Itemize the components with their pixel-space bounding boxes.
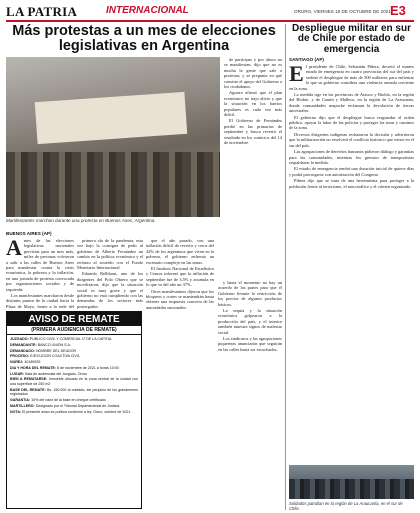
auction-notice-row [10, 398, 138, 403]
section-name: INTERNACIONAL [106, 5, 189, 16]
auction-notice-row-text: Bs. 150.000 al contado, sin perjuicio de los gravámenes registrados [10, 387, 138, 397]
auction-notice-row-text: Inmueble ubicado en la zona central de la ciudad con una superficie de 250 m2 [10, 377, 138, 387]
photo-banner [35, 92, 188, 144]
lead-dateline-kicker: BUENOS AIRES (AP) [6, 231, 52, 236]
auction-notice-row-label: DIA Y HORA DEL REMATE: [10, 365, 57, 370]
lead-col4-paragraph-1: de participar y por ahora no se manifiestan, dijo que no es mucha la gente que sale a protestar, y se pregunta en qué consiste el apoyo del Gobierno a los ciudadanos. [224, 57, 282, 90]
auction-notice-row-text: El presente aviso se publica conforme a ley. Oruro, octubre de 2021. [22, 409, 132, 414]
side-paragraph-6: El estado de emergencia tendrá una duración inicial de quince días y podrá prorrogarse con autorización del Congreso. [289, 166, 414, 177]
dateline: ORURO, VIERNES 15 DE OCTUBRE DE 2021 [294, 9, 391, 14]
photo-soldiers [289, 479, 414, 499]
lead-col3-paragraph-2: El Instituto Nacional de Estadística y Censos informó que la inflación de septiembre fue de 3,5% y acumula en lo que va del año un 37%. [146, 266, 214, 288]
auction-notice-row-text: 8 de noviembre de 2021 a horas 10:00 [57, 365, 119, 370]
auction-notice-row [10, 354, 138, 359]
lead-col4-paragraph-2: Aguirre afirmó que el plan económico no trajo alivio y que la situación en los barrios populares es cada vez más difícil. [224, 90, 282, 118]
lead-col1-paragraph-1: ntes de las elecciones legislativas nacionales previstas para un mes más, miles de personas volvieron a salir a las calles de Buenos Aires para manifestar contra la crisis económica, la pobreza y la inflación, en una jornada de protesta convocada por organizaciones sociales y de izquierda. [6, 238, 74, 292]
auction-notice-row-text: PUBLICO CIVIL Y COMERCIAL 1º DE LA CAPITAL [29, 337, 113, 341]
lead-col1-paragraph-2: Los manifestantes marcharon desde distintos puntos de la ciudad hacia la Plaza de Mayo, frente a la sede del [6, 293, 74, 309]
auction-notice-row [10, 388, 138, 397]
lead-column-2 [77, 238, 143, 310]
auction-notice-row-label: NOTA: [10, 409, 23, 414]
side-paragraph-1: l presidente de Chile, Sebastián Piñera, decretó el martes estado de emergencia en cuatro provincias del sur del país y ordenó el despliegue de más de 500 militares para enfrentar lo que su gobierno considera una violencia armada creciente en la zona. [289, 64, 414, 91]
lead-column-5 [218, 280, 282, 508]
auction-notice-row-label: PROCESO: [10, 354, 31, 359]
auction-notice-row-text: NOMBRE DEL DEUDOR [35, 348, 77, 353]
auction-notice-row-text: EJECUCION COACTIVA CIVIL [30, 354, 80, 359]
lead-column-3 [146, 238, 214, 508]
auction-notice-row-label: NUREJ: [10, 360, 25, 365]
auction-notice-title: AVISO DE REMATE [7, 312, 141, 326]
soldiers-photo [289, 465, 414, 499]
lead-col5-paragraph-3: Los sindicatos y las agrupaciones piqueteras anunciaron que seguirán en las calles hasta ser escuchados. [218, 336, 282, 352]
auction-notice-row-label: DEMANDANTE: [10, 342, 38, 347]
masthead [6, 4, 414, 20]
auction-notice-row [10, 337, 138, 342]
lead-col5-paragraph-2: La sequía y la situación económica golpearon a la producción del país, y el interior también muestra signos de malestar social. [218, 308, 282, 335]
auction-notice-box [6, 311, 142, 509]
newspaper-logo: LA PATRIA [6, 4, 78, 19]
auction-notice-row-label: DEMANDADO: [10, 348, 36, 353]
auction-notice-row [10, 404, 138, 409]
side-dropcap: E [289, 64, 304, 86]
lead-col3-paragraph-3: Otros manifestantes dijeron que los bloqueos y cortes se mantendrán hasta obtener una respuesta concreta de las autoridades nacionales. [146, 288, 214, 310]
page-number-text: E3 [390, 3, 406, 18]
protest-photo [6, 57, 220, 217]
side-paragraph-4: Diversos dirigentes indígenas rechazaron la decisión y advirtieron que la militarización no resolverá el conflicto histórico que existe en el sur del país. [289, 131, 414, 148]
auction-notice-row-text: Sala de audiencias del Juzgado, Oruro [24, 371, 87, 376]
lead-column-1 [6, 238, 74, 310]
side-photo-caption: Soldados patrullan en la región de La Araucanía, en el sur de Chile. [289, 501, 403, 511]
header-rule [6, 20, 414, 22]
auction-notice-row-text: BANCO UNION S.A. [37, 342, 71, 347]
dropcap: A [6, 238, 22, 260]
auction-notice-row-label: GARANTIA: [10, 398, 32, 403]
photo-caption: Manifestantes marchan durante una protesta en Buenos Aires, Argentina. [6, 218, 156, 223]
side-dateline-kicker: SANTIAGO (AP) [289, 57, 324, 62]
lead-col4-paragraph-3: El Gobierno de Fernández perdió en las primarias de septiembre y busca revertir el resultado en los comicios del 14 de noviembre. [224, 118, 282, 146]
auction-notice-row [10, 360, 138, 365]
side-article-body [289, 64, 414, 462]
lead-headline: Más protestas a un mes de elecciones legislativas en Argentina [12, 23, 276, 54]
auction-notice-subtitle: (PRIMERA AUDIENCIA DE REMATE) [7, 326, 141, 335]
photo-crowd [6, 152, 220, 217]
lead-col3-paragraph-1: que el año pasado, con una inflación difícil de revertir y cerca del 42% de los argentinos que viven en la pobreza, el gobierno enfrenta un escenario complejo en las urnas. [146, 238, 214, 265]
page-number [390, 3, 406, 18]
lead-col5-paragraph-1: y hasta el momento no hay un acuerdo de las partes para que el Gobierno levante la restricción de los precios de algunos productos básicos. [218, 280, 282, 307]
auction-notice-row [10, 377, 138, 386]
auction-notice-row-text: 40189925 [24, 360, 41, 365]
auction-notice-row-label: BIEN A REMATARSE: [10, 377, 49, 382]
auction-notice-row-label: LUGAR: [10, 371, 25, 376]
side-paragraph-7: Piñera dijo que se trata de una herramienta para proteger a la población frente al terrorismo, el narcotráfico y el crimen organizado. [289, 178, 414, 189]
lead-col2-paragraph-1: primera ola de la pandemia, esta vez bajo la consigna de pedir al gobierno de Alberto Fernández un cambio en la política económica y el rechazo al acuerdo con el Fondo Monetario Internacional. [77, 238, 143, 271]
auction-notice-row [10, 410, 138, 415]
auction-notice-row-text: 10% del valor de la base en cheque certificado [31, 398, 106, 403]
side-paragraph-5: Las agrupaciones de derechos humanos pidieron diálogo y garantías para las comunidades, mientras los gremios de transportistas respaldaron la medida. [289, 149, 414, 165]
lead-col2-paragraph-2: Eduardo Belliboni, uno de los dirigentes del Polo Obrero que se movilizaron, dijo que la situación social es muy grave y que el gobierno no está cumpliendo con las demandas de los sectores más postergados. [77, 271, 143, 309]
auction-notice-row-label: MARTILLERO: [10, 404, 36, 408]
auction-notice-row-label: BASE DEL REMATE: [10, 387, 47, 392]
lead-column-4 [224, 57, 282, 277]
side-headline: Despliegue militar en sur de Chile por estado de emergencia [292, 23, 411, 55]
auction-notice-row [10, 349, 138, 354]
auction-notice-body [7, 335, 141, 418]
auction-notice-row-text: Designado por el Tribunal Departamental de Justicia [35, 404, 120, 408]
auction-notice-row [10, 343, 138, 348]
auction-notice-row [10, 372, 138, 377]
auction-notice-row-label: JUZGADO: [10, 337, 30, 341]
column-divider [285, 24, 286, 510]
side-paragraph-3: El gobierno dijo que el despliegue busca resguardar el orden público, apoyar la labor de las policías y proteger las rutas y caminos de la zona. [289, 114, 414, 131]
auction-notice-row [10, 366, 138, 371]
side-paragraph-2: La medida rige en las provincias de Arauco y Biobío, en la región del Biobío, y de Cautín y Malleco, en la región de La Araucanía, donde comunidades mapuche reclaman la devolución de tierras ancestrales. [289, 92, 414, 114]
